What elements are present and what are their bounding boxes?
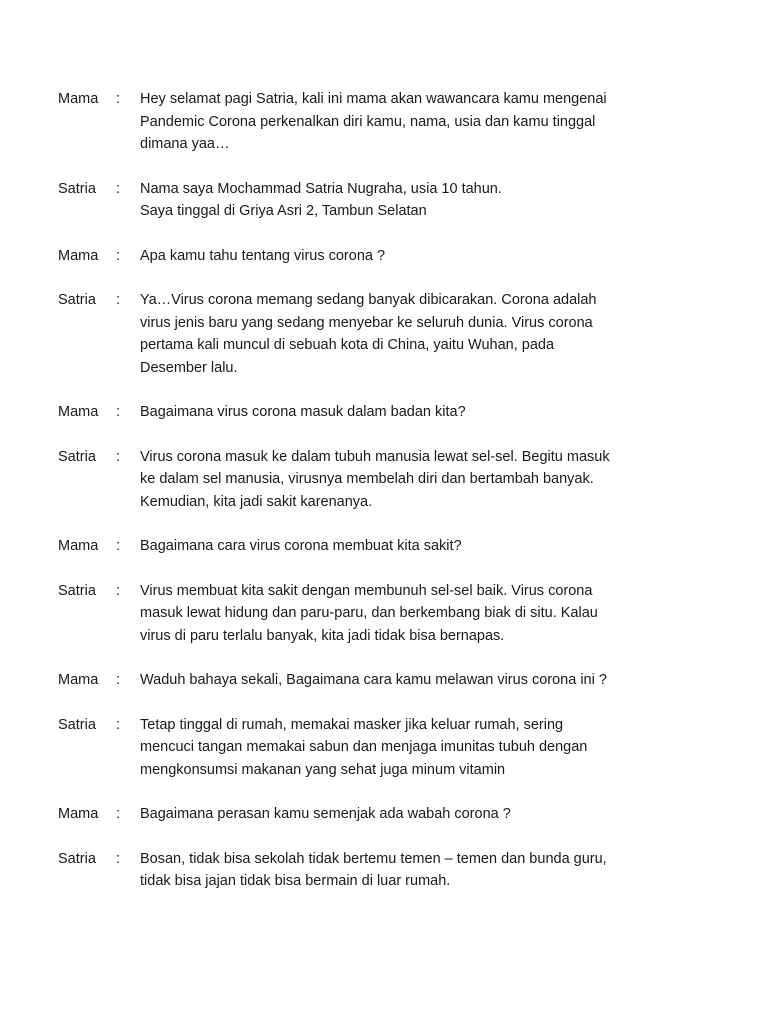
speaker-name: Satria <box>58 716 96 733</box>
dialogue-entry <box>58 289 658 379</box>
interview-dialogue <box>58 88 658 915</box>
dialogue-text <box>140 446 658 514</box>
dialogue-text <box>140 535 658 558</box>
speaker-name: Mama <box>58 91 99 107</box>
text-line: Waduh bahaya sekali, Bagaimana cara kamu melawan virus corona ini ? <box>140 672 607 688</box>
speaker-name: Satria <box>58 292 96 308</box>
dialogue-entry <box>58 446 658 514</box>
text-line: Ya…Virus corona memang sedang banyak dibicarakan. Corona adalah <box>140 292 597 308</box>
speaker-separator: : <box>116 716 121 733</box>
dialogue-entry <box>58 178 658 223</box>
dialogue-entry <box>58 401 658 424</box>
speaker-separator: : <box>116 448 121 465</box>
text-line: dimana yaa… <box>140 136 230 152</box>
dialogue-text <box>140 178 658 223</box>
speaker-separator: : <box>116 582 121 599</box>
text-line: Nama saya Mochammad Satria Nugraha, usia 10 tahun. <box>140 180 502 197</box>
dialogue-text <box>140 848 658 893</box>
dialogue-entry <box>58 803 658 826</box>
text-line: mencuci tangan memakai sabun dan menjaga imunitas tubuh dengan <box>140 739 588 755</box>
text-line: Tetap tinggal di rumah, memakai masker jika keluar rumah, sering <box>140 716 564 733</box>
speaker-name: Mama <box>58 806 99 822</box>
dialogue-text <box>140 580 658 648</box>
speaker-separator: : <box>116 850 121 867</box>
text-line: tidak bisa jajan tidak bisa bermain di luar rumah. <box>140 873 451 889</box>
speaker-name: Satria <box>58 448 96 465</box>
dialogue-text <box>140 803 658 826</box>
speaker-separator: : <box>116 292 121 308</box>
speaker-name: Satria <box>58 582 96 599</box>
text-line: Saya tinggal di Griya Asri 2, Tambun Selatan <box>140 203 427 219</box>
dialogue-text <box>140 669 658 692</box>
speaker-separator: : <box>116 538 121 554</box>
text-line: Bosan, tidak bisa sekolah tidak bertemu temen – temen dan bunda guru, <box>140 850 607 867</box>
text-line: Virus corona masuk ke dalam tubuh manusia lewat sel-sel. Begitu masuk <box>140 448 610 465</box>
text-line: Bagaimana virus corona masuk dalam badan kita? <box>140 404 466 420</box>
text-line: Virus membuat kita sakit dengan membunuh sel-sel baik. Virus corona <box>140 582 593 599</box>
speaker-name: Satria <box>58 180 96 197</box>
text-line: virus jenis baru yang sedang menyebar ke seluruh dunia. Virus corona <box>140 314 593 331</box>
speaker-separator: : <box>116 247 121 264</box>
dialogue-text <box>140 714 658 782</box>
text-line: virus di paru terlalu banyak, kita jadi tidak bisa bernapas. <box>140 627 505 644</box>
text-line: pertama kali muncul di sebuah kota di China, yaitu Wuhan, pada <box>140 337 555 353</box>
dialogue-text <box>140 245 658 268</box>
text-line: mengkonsumsi makanan yang sehat juga minum vitamin <box>140 761 506 778</box>
speaker-name: Mama <box>58 404 99 420</box>
speaker-separator: : <box>116 806 121 822</box>
text-line: Desember lalu. <box>140 359 238 376</box>
speaker-name: Satria <box>58 850 96 867</box>
dialogue-text <box>140 289 658 379</box>
speaker-name: Mama <box>58 672 99 688</box>
dialogue-entry <box>58 669 658 692</box>
dialogue-entry <box>58 245 658 268</box>
dialogue-entry <box>58 714 658 782</box>
speaker-separator: : <box>116 672 121 688</box>
text-line: Apa kamu tahu tentang virus corona ? <box>140 247 386 264</box>
text-line: Bagaimana cara virus corona membuat kita sakit? <box>140 538 462 554</box>
dialogue-entry <box>58 580 658 648</box>
text-line: Kemudian, kita jadi sakit karenanya. <box>140 493 373 510</box>
speaker-separator: : <box>116 180 121 197</box>
speaker-separator: : <box>116 91 121 107</box>
text-line: Bagaimana perasan kamu semenjak ada wabah corona ? <box>140 806 511 822</box>
dialogue-text <box>140 88 658 156</box>
dialogue-entry <box>58 535 658 558</box>
text-line: Pandemic Corona perkenalkan diri kamu, nama, usia dan kamu tinggal <box>140 113 596 130</box>
text-line: masuk lewat hidung dan paru-paru, dan berkembang biak di situ. Kalau <box>140 605 598 621</box>
speaker-separator: : <box>116 404 121 420</box>
text-line: ke dalam sel manusia, virusnya membelah diri dan bertambah banyak. <box>140 471 594 487</box>
dialogue-entry <box>58 88 658 156</box>
speaker-name: Mama <box>58 538 99 554</box>
speaker-name: Mama <box>58 247 99 264</box>
dialogue-entry <box>58 848 658 893</box>
text-line: Hey selamat pagi Satria, kali ini mama akan wawancara kamu mengenai <box>140 91 607 107</box>
dialogue-text <box>140 401 658 424</box>
